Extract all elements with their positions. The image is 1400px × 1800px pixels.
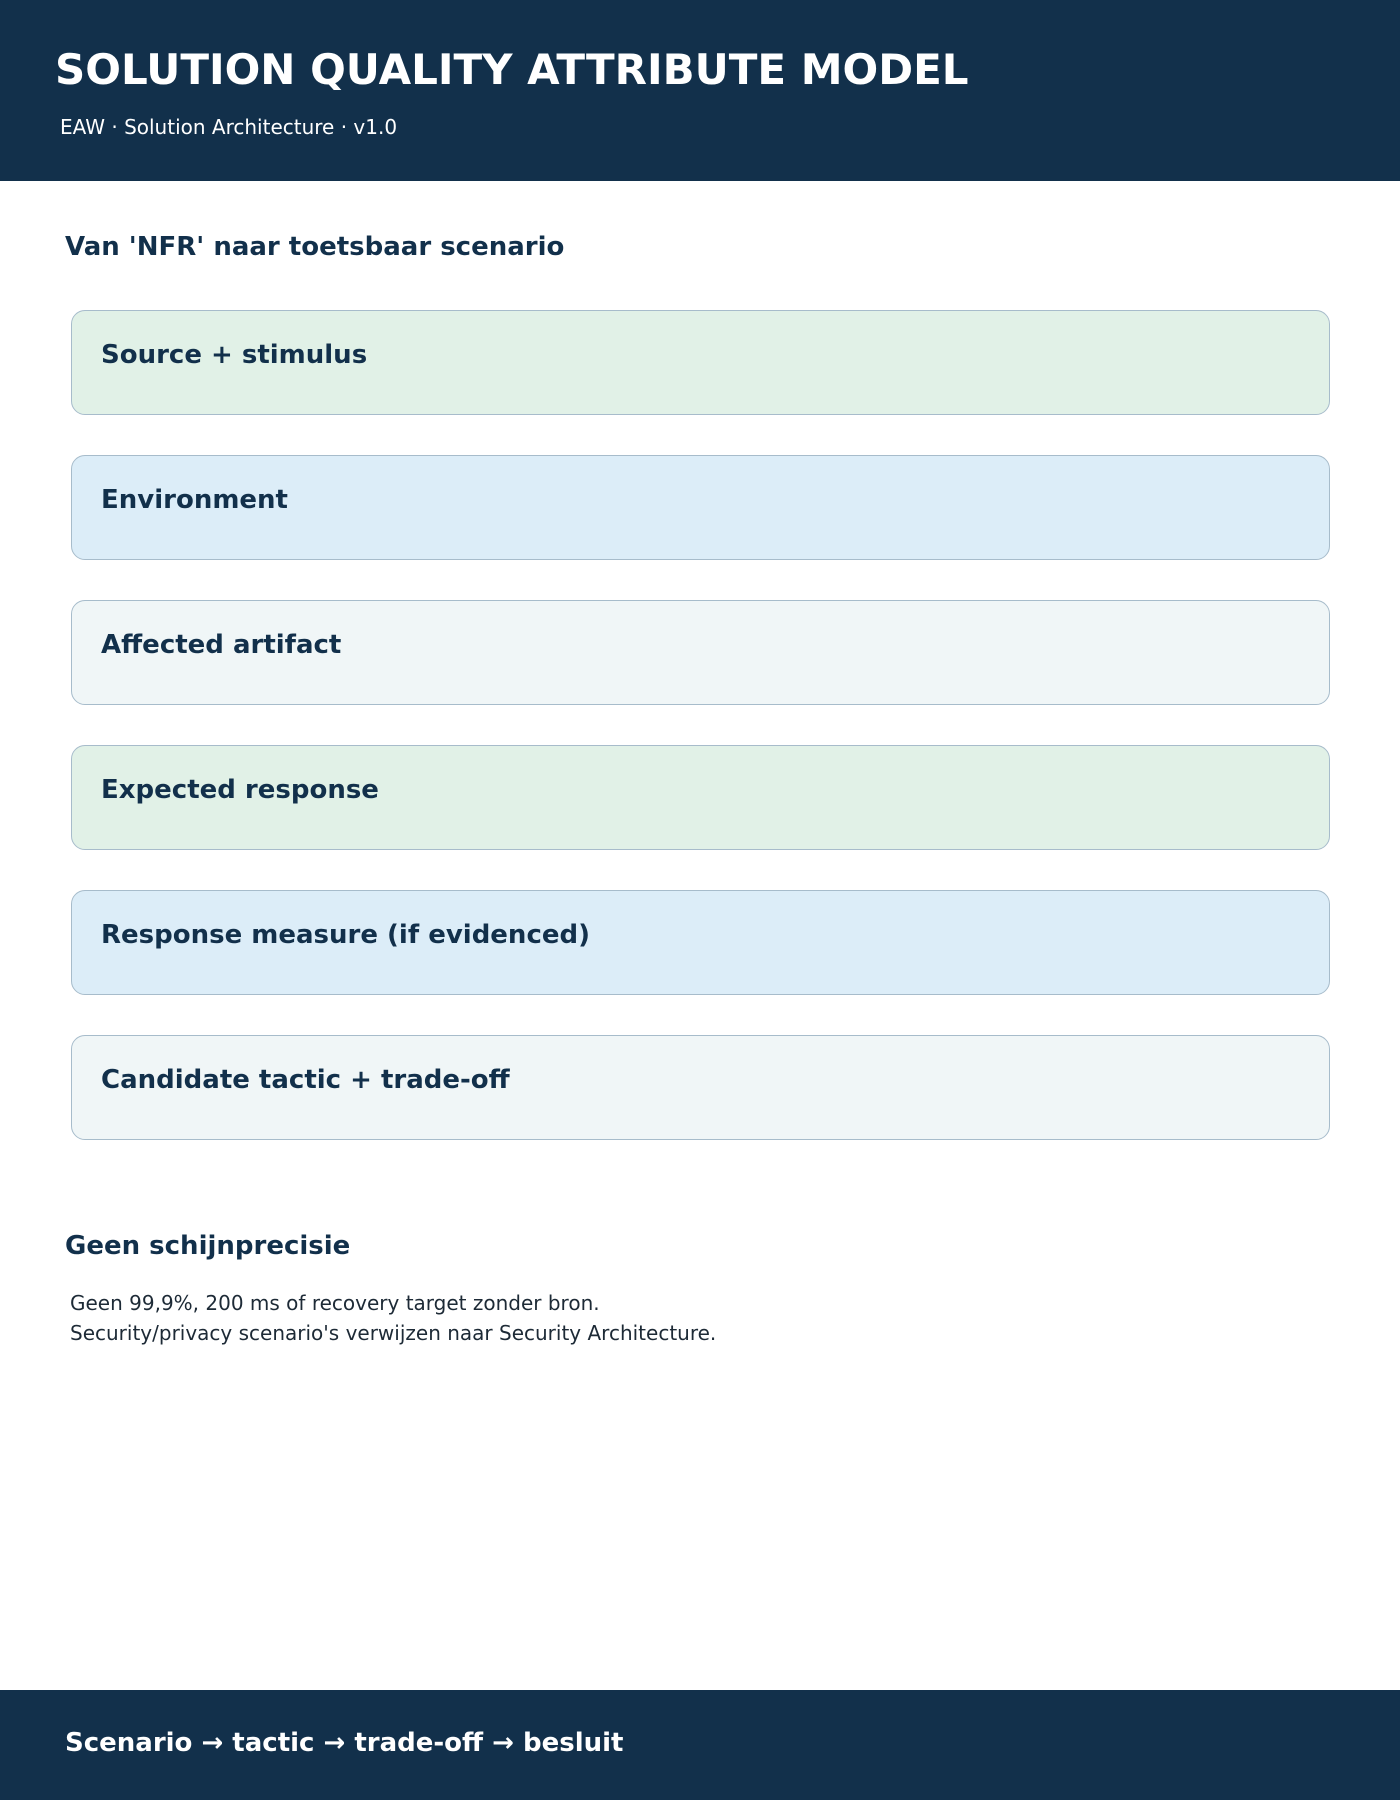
precision-section-title: Geen schijnprecisie bbox=[65, 1231, 351, 1261]
scenario-card-response-measure bbox=[71, 890, 1330, 995]
precision-line: Geen 99,9%, 200 ms of recovery target zonder bron. bbox=[70, 1291, 600, 1315]
card-label: Response measure (if evidenced) bbox=[101, 920, 590, 950]
scenario-card-candidate-tactic bbox=[71, 1035, 1330, 1140]
scenario-card-expected-response bbox=[71, 745, 1330, 850]
footer-text: Scenario → tactic → trade-off → besluit bbox=[65, 1728, 624, 1758]
page-header bbox=[0, 0, 1400, 181]
precision-section-body bbox=[70, 1288, 716, 1348]
card-label: Source + stimulus bbox=[101, 340, 368, 370]
scenario-card-list bbox=[71, 310, 1330, 1180]
card-label: Affected artifact bbox=[101, 630, 342, 660]
page-footer bbox=[0, 1690, 1400, 1800]
precision-line: Security/privacy scenario's verwijzen naar Security Architecture. bbox=[70, 1321, 717, 1345]
scenario-card-environment bbox=[71, 455, 1330, 560]
scenario-section-title: Van 'NFR' naar toetsbaar scenario bbox=[65, 232, 565, 262]
card-label: Expected response bbox=[101, 775, 379, 805]
page-subtitle: EAW · Solution Architecture · v1.0 bbox=[60, 115, 398, 139]
page-title: SOLUTION QUALITY ATTRIBUTE MODEL bbox=[55, 45, 969, 94]
card-label: Candidate tactic + trade-off bbox=[101, 1065, 510, 1095]
card-label: Environment bbox=[101, 485, 288, 515]
scenario-card-source-stimulus bbox=[71, 310, 1330, 415]
scenario-card-affected-artifact bbox=[71, 600, 1330, 705]
